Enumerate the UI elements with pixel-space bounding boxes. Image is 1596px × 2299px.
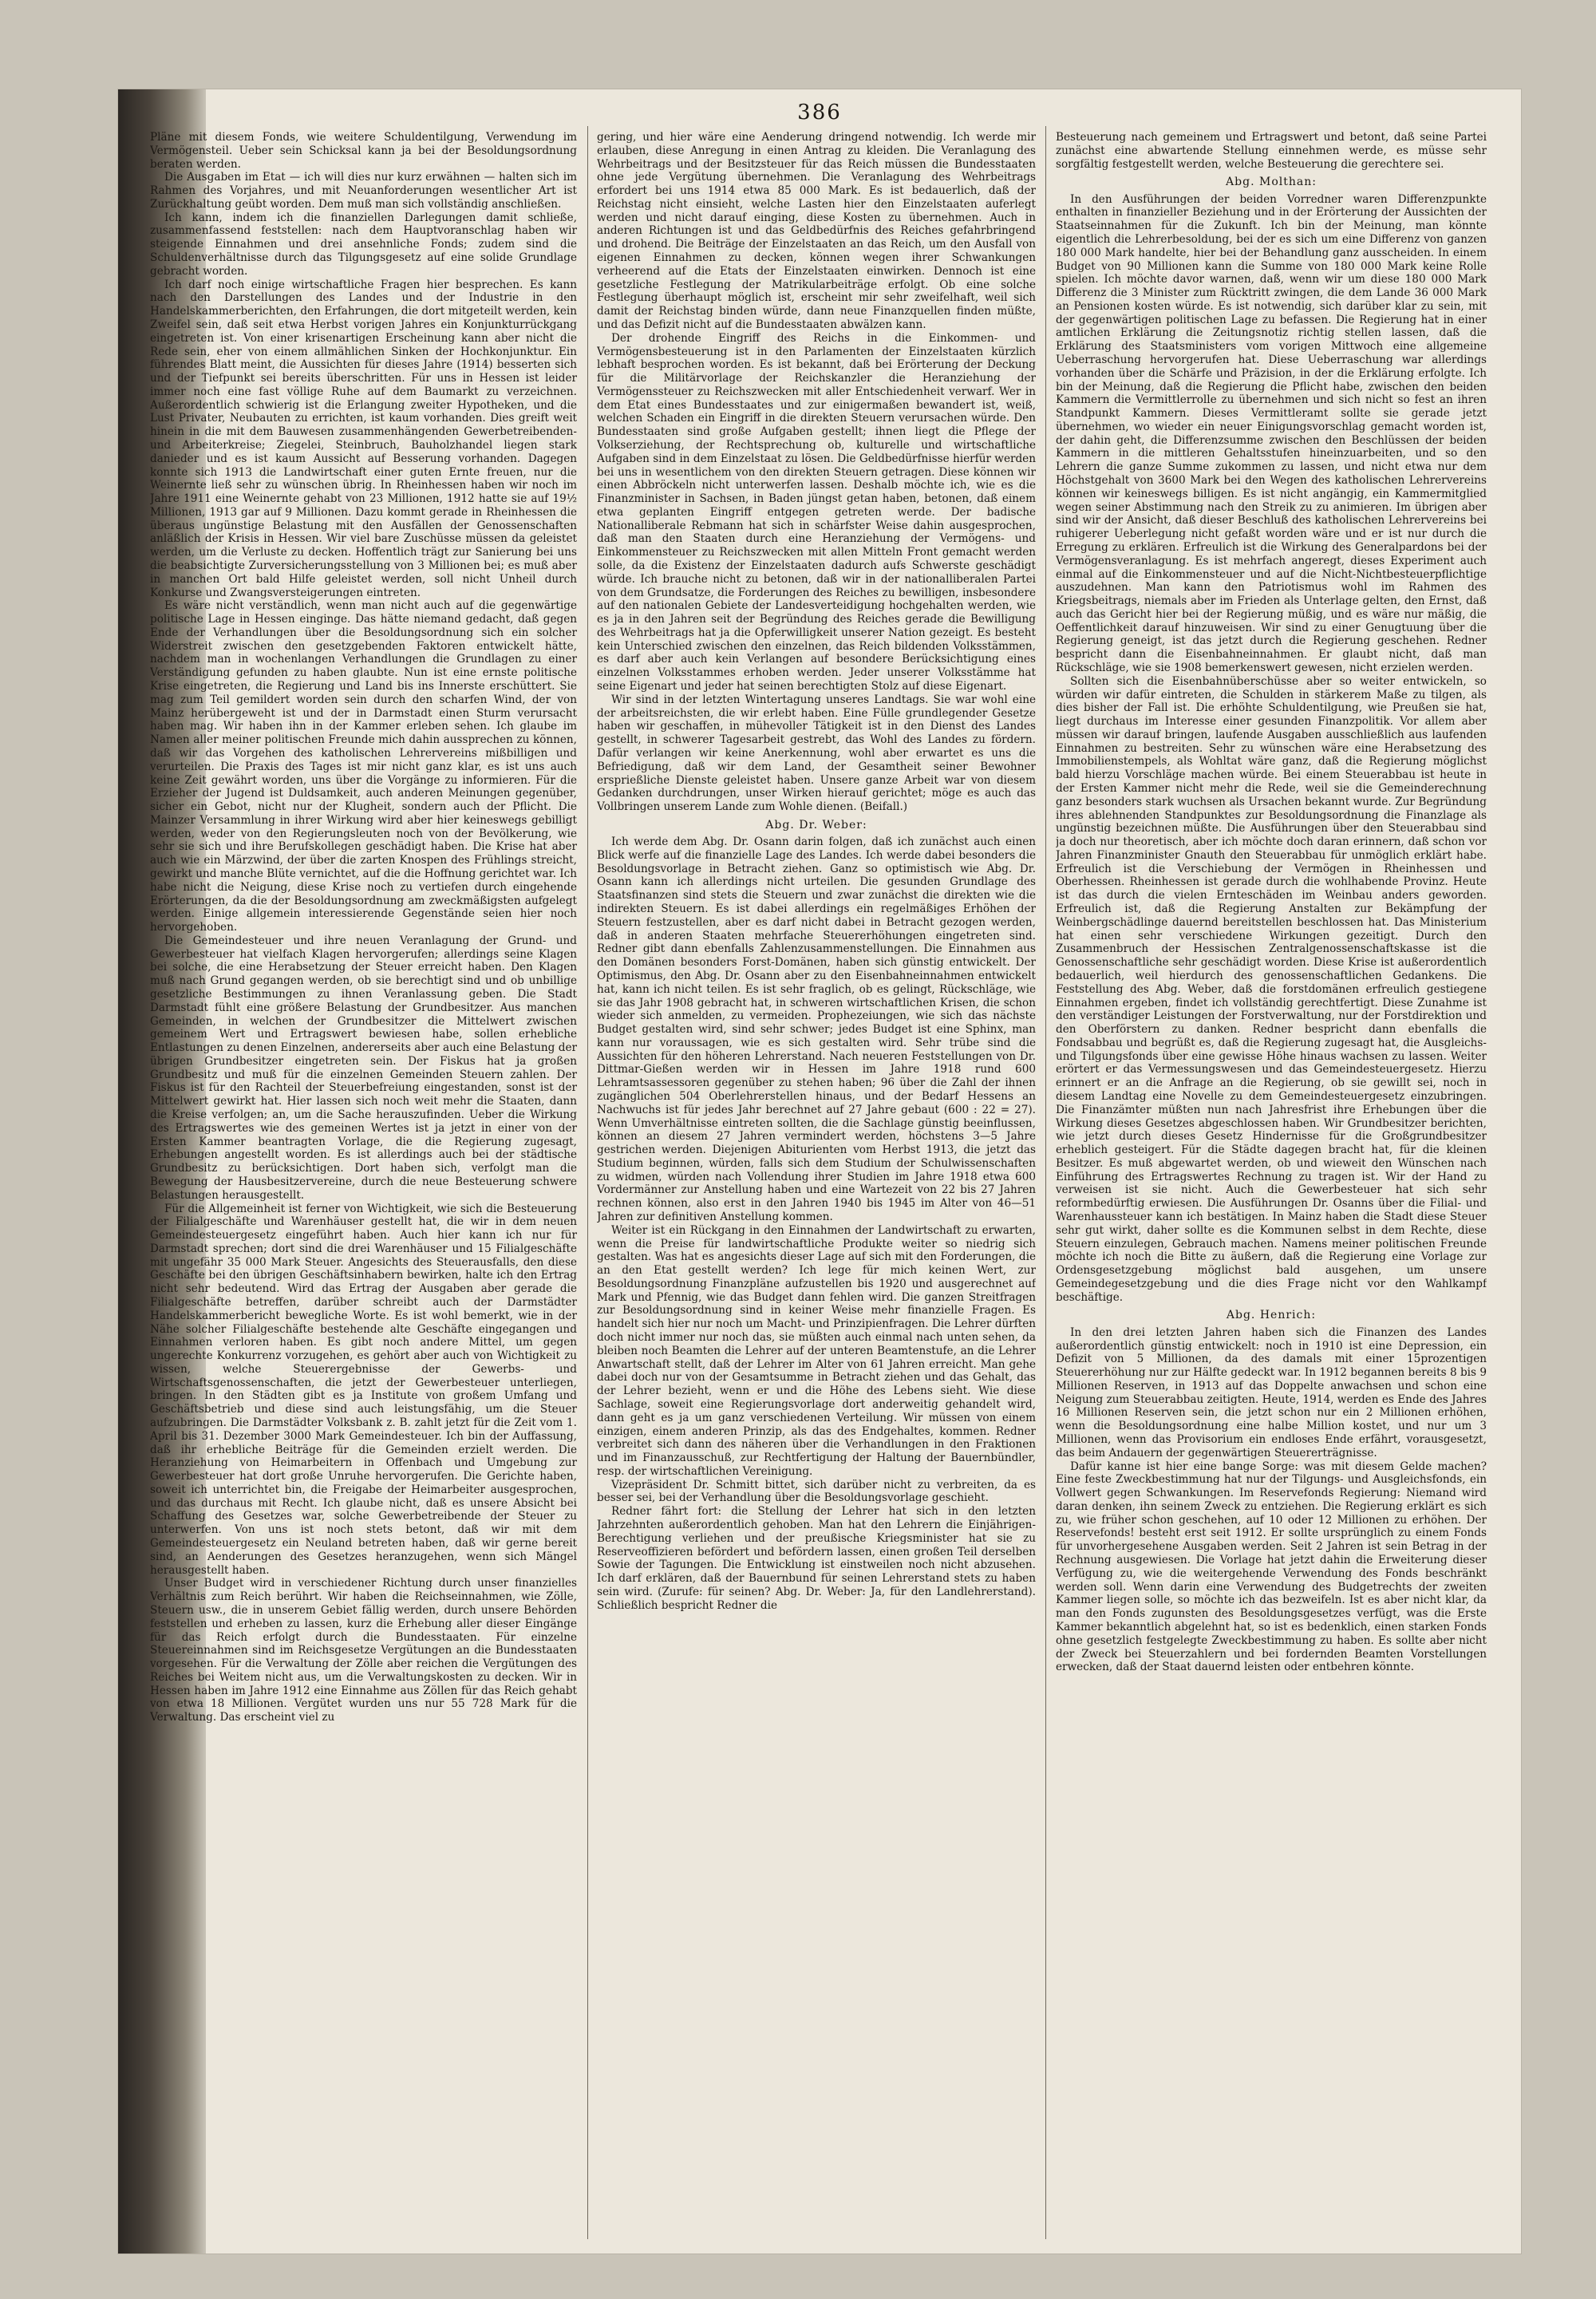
article-paragraph: Dafür kanne ist hier eine bange Sorge: was mit diesem Gelde machen? Eine feste Zweckbestimmung hat nur der Tilgungs- und Ausgleichsfonds, ein Vollwert gegen Schwankungen. Im Reservefonds Regierung: Niemand wird daran denken, ihn seinem Zweck zu entziehen. Die Regierung erklärt es sich zu, wie früher schon geschehen, auf 10 oder 12 Millionen zu erhöhen. Der Reservefonds! besteht erst seit 1912. Er sollte ursprünglich zu einem Fonds für unvorhergesehene Ausgaben werden. Seit 2 Jahren ist sein Betrag in der Rechnung ausgewiesen. Die Vorlage hat jetzt dahin die Erweiterung dieser Verfügung zu, wie die weitergehende Verwendung des Fonds beschränkt werden soll. Wenn darin eine Verwendung des Budgetrechts der zweiten Kammer liegen solle, so möchte ich das bezweifeln. Ist es aber nicht klar, da man den Fonds zugunsten des Besoldungsgesetzes verfügt, was die Erste Kammer bekanntlich abgelehnt hat, so ist es bedenklich, einen starken Fonds ohne gesetzlich festgelegte Zweckbestimmung zu haben. Es sollte aber nicht der Zweck bei Steuerzahlern und bei fordernden Beamten Vorstellungen erwecken, daß der Staat dauernd leisten oder entbehren könnte. xyxy=(1056,1460,1487,1674)
article-paragraph: Wir sind in der letzten Wintertagung unseres Landtags. Sie war wohl eine der arbeitsreichsten, die wir erlebt haben. Eine Fülle grundlegender Gesetze haben wir geschaffen, in mühevoller Tätigkeit ist in den Dienst des Landes gestellt, in schwerer Tagesarbeit gestrebt, das Wohl des Landes zu fördern. Dafür verlangen wir keine Anerkennung, wohl aber erwartet es uns die Befriedigung, daß wir dem Land, der Gesamtheit seiner Bewohner ersprießliche Dienste geleistet haben. Unsere ganze Arbeit war von diesem Gedanken durchdrungen, unser Wirken hierauf gerichtet; möge es auch das Vollbringen unserem Lande zum Wohle dienen. (Beifall.) xyxy=(597,693,1036,814)
article-paragraph: Weiter ist ein Rückgang in den Einnahmen der Landwirtschaft zu erwarten, wenn die Preise für landwirtschaftliche Produkte weiter so niedrig sich gestalten. Was hat es angesichts dieser Lage auf sich mit den Forderungen, die an den Etat gestellt werden? Ich lege für mich keinen Wert, zur Besoldungsordnung Finanzpläne aufzustellen bis 1920 und ausgerechnet auf Mark und Pfennig, wie das Budget dann fehlen wird. Die ganzen Streitfragen zur Besoldungsordnung sind in keiner Weise mehr finanzielle Fragen. Es handelt sich hier nur noch um Macht- und Prinzipienfragen. Die Lehrer dürften doch nicht immer nur noch das, sie müßten auch einmal nach unten sehen, da bleiben noch Beamten die Lehrer auf der unteren Beamtenstufe, an die Lehrer Anwartschaft stellt, daß der Lehrer im Alter von 61 Jahren erreicht. Man gehe dabei doch nur von der Gesamtsumme in Betracht ziehen und das Gehalt, das der Lehrer bezieht, wenn er und die Höhe des Lebens sieht. Wie diese Sachlage, soweit eine Regierungsvorlage dort anderweitig gehandelt wird, dann geht es ja um ganz verschiedenen Verteilung. Wir müssen von einem einzigen, einem anderen Prinzip, als das des Endgehaltes, kommen. Redner verbreitet sich dann des näheren über die Verhandlungen in den Fraktionen und im Finanzausschuß, zur Rechtfertigung der Haltung der Bauernbündler, resp. der wirtschaftlichen Vereinigung. xyxy=(597,1223,1036,1478)
column-rule-1 xyxy=(587,126,588,2239)
article-paragraph: Redner fährt fort: die Stellung der Lehrer hat sich in den letzten Jahrzehnten außerordentlich gehoben. Man hat den Lehrern die Einjährigen-Berechtigung verliehen und der preußische Kriegsminister hat sie zu Reserveoffizieren befördert und befördern lassen, einen großen Teil derselben Sowie der Tagungen. Die Entwicklung ist einstweilen noch nicht abzusehen. Ich darf erklären, daß der Bauernbund für seinen Lehrerstand stets zu haben sein wird. (Zurufe: für seinen? Abg. Dr. Weber: Ja, für den Landlehrerstand). Schließlich bespricht Redner die xyxy=(597,1505,1036,1612)
page-number: 386 xyxy=(797,101,842,124)
column-3 xyxy=(1056,131,1487,2239)
speaker-heading: Abg. Henrich: xyxy=(1226,1309,1317,1322)
speaker-heading: Abg. Dr. Weber: xyxy=(765,818,867,832)
article-paragraph: Besteuerung nach gemeinem und Ertragswert und betont, daß seine Partei zunächst eine abwartende Stellung einnehmen werde, es müsse sehr sorgfältig festgestellt werden, welche Besteuerung die gerechtere sei. xyxy=(1056,131,1487,171)
article-paragraph: gering, und hier wäre eine Aenderung dringend notwendig. Ich werde mir erlauben, diese Anregung in einen Antrag zu kleiden. Die Veranlagung des Wehrbeitrags und der Besitzsteuer für das Reich müssen die Bundesstaaten ohne jede Vergütung übernehmen. Die Veranlagung des Wehrbeitrags erfordert bei uns 1914 etwa 85 000 Mark. Es ist bedauerlich, daß der Reichstag nicht einsieht, welche Lasten hier den Einzelstaaten auferlegt werden und nicht darauf einging, diese Kosten zu übernehmen. Auch in anderen Richtungen ist und das Geldbedürfnis des Reiches gefahrbringend und drohend. Die Beiträge der Einzelstaaten an das Reich, um den Ausfall von eigenen Einnahmen zu decken, können wegen ihrer Schwankungen verheerend auf die Etats der Einzelstaaten einwirken. Dennoch ist eine gesetzliche Festlegung der Matrikularbeiträge erfolgt. Ob eine solche Festlegung überhaupt möglich ist, erscheint mir sehr zweifelhaft, weil sich damit der Reichstag binden würde, dann neue Finanzquellen finden müßte, und das Defizit nicht auf die Bundesstaaten abwälzen kann. xyxy=(597,131,1036,331)
newspaper-page xyxy=(118,89,1521,2254)
column-rule-2 xyxy=(1045,126,1046,2239)
article-paragraph: Ich kann, indem ich die finanziellen Darlegungen damit schließe, zusammenfassend feststellen: nach dem Hauptvoranschlag haben wir steigende Einnahmen und drei ansehnliche Fonds; zudem sind die Schuldenverhältnisse durch das Tilgungsgesetz auf eine solide Grundlage gebracht worden. xyxy=(150,211,577,278)
article-paragraph: In den Ausführungen der beiden Vorredner waren Differenzpunkte enthalten in finanzieller Beziehung und in der Erörterung der Aussichten der Staatseinnahmen für die Zukunft. Ich bin der Meinung, man könnte eigentlich die Lehrerbesoldung, bei der es sich um eine Differenz von ganzen 180 000 Mark handelte, hier bei der Behandlung ganz ausscheiden. In einem Budget von 90 Millionen kann die Summe von 180 000 Mark keine Rolle spielen. Ich möchte davor warnen, daß, wenn wir um diese 180 000 Mark Differenz die 3 Minister zum Rücktritt zwingen, die dem Lande 36 000 Mark an Pensionen kosten würde. Es ist notwendig, sich darüber klar zu sein, mit der gegenwärtigen politischen Lage zu befassen. Die Regierung hat in einer amtlichen Erklärung die Zeitungsnotiz richtig stellen lassen, daß die Erklärung des Staatsministers vom vorigen Mittwoch eine allgemeine Ueberraschung hervorgerufen hat. Diese Ueberraschung war allerdings vorhanden über die Schärfe und Präzision, in der die Erklärung erfolgte. Ich bin der Meinung, daß die Regierung die Pflicht habe, zwischen den beiden Kammern die Vermittlerrolle zu übernehmen und sich nicht so fest an ihren Standpunkt Kammern. Dieses Vermittleramt sollte sie gerade jetzt übernehmen, wo wieder ein neuer Einigungsvorschlag gemacht worden ist, der dahin geht, die Differenzsumme zwischen den Beschlüssen der beiden Kammern in die mittleren Gehaltsstufen hineinzuarbeiten, und so den Lehrern die ganze Summe zukommen zu lassen, und nicht etwa nur dem Höchstgehalt von 3600 Mark bei den Wegen des katholischen Lehrervereins können wir keineswegs billigen. Es ist nicht angängig, ein Kammermitglied wegen seiner Abstimmung nach den Streik zu zu animieren. Im übrigen aber sind wir der Ansicht, daß dieser Beschluß des katholischen Lehrervereins bei ruhigerer Ueberlegung nicht gefaßt worden wäre und er ist nur durch die Erregung zu erklären. Erfreulich ist die Wirkung des Generalpardons bei der Vermögensveranlagung. Es ist mehrfach angeregt, dieses Experiment auch einmal auf die Einkommensteuer und auf die Nicht-Nichtbesteuerpflichtige auszudehnen. Man kann den Patriotismus wohl im Rahmen des Kriegsbeitrags, niemals aber im Frieden als Unterlage gelten, den Ernst, daß auch das Gericht hier bei der Regierung müßig, und es wäre nur mäßig, die Oeffentlichkeit darauf hinzuweisen. Wir sind zu einer Genugtuung über die Regierung geneigt, ist das jetzt durch die Regierung geschehen. Redner bespricht dann die Eisenbahneinnahmen. Er glaubt nicht, daß man Rückschläge, wie sie 1908 bemerkenswert gewesen, nicht erzielen werden. xyxy=(1056,192,1487,674)
article-paragraph: Für die Allgemeinheit ist ferner von Wichtigkeit, wie sich die Besteuerung der Filialgeschäfte und Warenhäuser gestellt hat, die wir in dem neuen Gemeindesteuergesetz eingeführt haben. Auch hier kann ich nur für Darmstadt sprechen; dort sind die drei Warenhäuser und 15 Filialgeschäfte mit ungefähr 35 000 Mark Steuer. Angesichts des Steuerausfalls, den diese Geschäfte bei den übrigen Geschäftsinhabern bewirken, halte ich den Ertrag nicht sehr bedeutend. Wird das Ertrag der Ausgaben aber gerade die Filialgeschäfte betreffen, darüber schreibt auch der Darmstädter Handelskammerbericht bewegliche Worte. Es ist wohl bemerkt, wie in der Nähe solcher Filialgeschäfte bestehende alte Geschäfte eingegangen und Einnahmen verloren haben. Es gibt noch andere Mittel, um gegen ungerechte Konkurrenz vorzugehen, es gehört aber auch von Wichtigkeit zu wissen, welche Steuerergebnisse der Gewerbs- und Wirtschaftsgenossenschaften, die jetzt der Gewerbesteuer unterliegen, bringen. In den Städten gibt es ja Institute von großem Umfang und Geschäftsbetrieb und diese sind auch leistungsfähig, um die Steuer aufzubringen. Die Darmstädter Volksbank z. B. zahlt jetzt für die Zeit vom 1. April bis 31. Dezember 3000 Mark Gemeindesteuer. Ich bin der Auffassung, daß ihr erhebliche Beiträge für die Gemeinden erzielt werden. Die Heranziehung von Heimarbeitern in Offenbach und Umgebung zur Gewerbesteuer hat dort große Unruhe hervorgerufen. Die Gerichte haben, soweit ich unterrichtet bin, die Freigabe der Heimarbeiter ausgesprochen, und das durchaus mit Recht. Ich glaube nicht, daß es unsere Absicht bei Schaffung des Gesetzes war, solche Gewerbetreibende der Steuer zu unterwerfen. Von uns ist noch stets betont, daß wir mit dem Gemeindesteuergesetz ein Neuland betreten haben, daß wir gerne bereit sind, an Aenderungen des Gesetzes heranzugehen, wenn sich Mängel herausgestellt haben. xyxy=(150,1202,577,1577)
article-paragraph: Vizepräsident Dr. Schmitt bittet, sich darüber nicht zu verbreiten, da es besser sei, bei der Verhandlung über die Besoldungsvorlage geschieht. xyxy=(597,1478,1036,1505)
article-paragraph: In den drei letzten Jahren haben sich die Finanzen des Landes außerordentlich günstig entwickelt: noch in 1910 ist eine Depression, ein Defizit von 5 Millionen, da des damals mit einer 15prozentigen Steuererhöhung nur zur Hälfte gedeckt war. In 1912 begannen bereits 8 bis 9 Millionen Reserven, in 1913 auf das Doppelte anwachsen und schon eine Neigung zum Steuerabbau zeitigten. Heute, 1914, werden es Ende des Jahres 16 Millionen Reserven sein, die jetzt schon nur ein 2 Millionen erhöhen, wenn die Besoldungsordnung eine halbe Million kostet, und nur um 3 Millionen, wenn das Provisorium ein endloses Ende erfährt, vorausgesetzt, das beim Andauern der gegenwärtigen Steuererträgnisse. xyxy=(1056,1325,1487,1460)
article-paragraph: Sollten sich die Eisenbahnüberschüsse aber so weiter entwickeln, so würden wir dafür eintreten, die Schulden in stärkerem Maße zu tilgen, als dies bisher der Fall ist. Die erhöhte Schuldentilgung, wie Preußen sie hat, liegt durchaus im Interesse einer gesunden Finanzpolitik. Vor allem aber müssen wir darauf bringen, laufende Ausgaben ausschließlich aus laufenden Einnahmen zu bestreiten. Sehr zu wünschen wäre eine Herabsetzung des Immobilienstempels, als Wohltat wäre ganz, daß die Regierung möglichst bald hierzu Vorschläge machen würde. Bei einem Steuerabbau ist heute in der Ersten Kammer nicht mehr die Rede, weil sie die Gemeinderechnung ganz besonders stark wuchsen als Ursachen bekannt wurde. Zur Begründung ihres ablehnenden Standpunktes zur Besoldungsordnung die Finanzlage als ungünstig bezeichnen müßte. Die Ausführungen über den Steuerabbau sind ja doch nur theoretisch, aber ich möchte doch daran erinnern, daß schon vor Jahren Finanzminister Gnauth den Steuerabbau für unmöglich erklärt habe. Erfreulich ist die Verschiebung der Vermögen in Rheinhessen und Oberhessen. Rheinhessen ist gerade durch die wohlhabende Provinz. Heute ist das durch die vielen Ernteschäden im Weinbau anders geworden. Erfreulich ist, daß die Regierung Anstalten zur Bekämpfung der Weinbergschädlinge dauernd bereitstellen beschlossen hat. Das Ministerium hat einen sehr verschiedene Wirkungen gezeitigt. Durch den Zusammenbruch der Hessischen Zentralgenossenschaftskasse ist die Genossenschaftliche sehr geschädigt worden. Diese Krise ist außerordentlich bedauerlich, weil hierdurch des genossenschaftlichen Gedankens. Die Feststellung des Abg. Weber, daß die forstdomänen erfreulich gestiegene Einnahmen ergeben, findet ich vollständig gerechtfertigt. Diese Zunahme ist den verständiger Leistungen der Forstverwaltung, nur der Forstdirektion und den Oberförstern zu danken. Redner bespricht dann ebenfalls die Fondsabbau und begrüßt es, daß die Regierung zugesagt hat, die Ausgleichs- und Tilgungsfonds über eine gewisse Höhe hinaus wachsen zu lassen. Weiter erörtert er das Vermessungswesen und das Gemeindesteuergesetz. Hierzu erinnert er an die Anfrage an die Regierung, ob sie gewillt sei, noch in diesem Landtag eine Novelle zu dem Gemeindesteuergesetz einzubringen. Die Finanzämter müßten nun nach Jahresfrist ihre Erhebungen über die Wirkung dieses Gesetzes abgeschlossen haben. Wir Grundbesitzer berichten, wie jetzt durch dieses Gesetz Hindernisse für die Großgrundbesitzer erheblich gesteigert. Für die Städte dagegen bracht hat, für die kleinen Besitzer. Es muß abgewartet werden, ob und wieweit den Wünschen nach Einführung des Ertragswertes Rechnung zu tragen ist. Wir der Hand zu verweisen ist sie nicht. Auch die Gewerbesteuer hat sich sehr reformbedürftig erwiesen. Die Ausführungen Dr. Osanns über die Filial- und Warenhaussteuer kann ich bestätigen. In Mainz haben die Stadt diese Steuer sehr gut wirkt, daher sollte es die Kommunen selbst in dem Rechte, diese Steuern einzulegen, Gebrauch machen. Namens meiner politischen Freunde möchte ich noch die Bitte zu äußern, daß die Regierung eine Vorlage zur Ordensgesetzgebung möglichst bald ausgehen, um unsere Gemeindegesetzgebung und die dies Frage nicht vor den Wahlkampf beschäftige. xyxy=(1056,674,1487,1304)
column-2 xyxy=(597,131,1036,2239)
article-paragraph: Ich darf noch einige wirtschaftliche Fragen hier besprechen. Es kann nach den Darstellungen des Landes und der Industrie in den Handelskammerberichten, den Erfahrungen, die dort mitgeteilt werden, kein Zweifel sein, daß seit etwa Herbst vorigen Jahres ein Konjunkturrückgang eingetreten ist. Von einer krisenartigen Erscheinung kann aber nicht die Rede sein, eher von einem allmählichen Sinken der Hochkonjunktur. Ein führendes Blatt meint, die Aussichten für dieses Jahre (1914) besserten sich und der Tiefpunkt sei bereits überschritten. Für uns in Hessen ist leider immer noch eine fast völlige Ruhe auf dem Baumarkt zu verzeichnen. Außerordentlich schwierig ist die Erlangung zweiter Hypotheken, und die Lust Privater, Neubauten zu errichten, ist kaum vorhanden. Dies greift weit hinein in die mit dem Bauwesen zusammenhängenden Gewerbetreibenden- und Arbeiterkreise; Ziegelei, Steinbruch, Bauholzhandel liegen stark danieder und es ist kaum Aussicht auf Besserung vorhanden. Dagegen konnte sich 1913 die Landwirtschaft einer guten Ernte freuen, nur die Weinernte ließ sehr zu wünschen übrig. In Rheinhessen haben wir noch im Jahre 1911 eine Weinernte gehabt von 23 Millionen, 1912 hatte sie auf 19½ Millionen, 1913 gar auf 9 Millionen. Dazu kommt gerade in Rheinhessen die überaus ungünstige Belastung mit den Ausfällen der Genossenschaften anläßlich der Krisis in Hessen. Wir viel bare Zuschüsse müssen da geleistet werden, um die Verluste zu decken. Hoffentlich trägt zur Sanierung bei uns die beabsichtigte Zurversicherungsstellung von 3 Millionen bei; es muß aber in manchen Ort bald Hilfe geleistet werden, soll nicht Unheil durch Konkurse und Zwangsversteigerungen eintreten. xyxy=(150,278,577,599)
article-paragraph: Unser Budget wird in verschiedener Richtung durch unser finanzielles Verhältnis zum Reich berührt. Wir haben die Reichseinnahmen, wie Zölle, Steuern usw., die in unserem Gebiet fällig werden, durch unsere Behörden feststellen und erheben zu lassen, kurz die Erhebung aller dieser Eingänge für das Reich erfolgt durch die Bundesstaaten. Für einzelne Steuereinnahmen sind im Reichsgesetze Vergütungen an die Bundesstaaten vorgesehen. Für die Verwaltung der Zölle aber reichen die Vergütungen des Reiches bei Weitem nicht aus, um die Verwaltungskosten zu decken. Wir in Hessen haben im Jahre 1912 eine Einnahme aus Zöllen für das Reich gehabt von etwa 18 Millionen. Vergütet wurden uns nur 55 728 Mark für die Verwaltung. Das erscheint viel zu xyxy=(150,1577,577,1724)
article-paragraph: Der drohende Eingriff des Reichs in die Einkommen- und Vermögensbesteuerung ist in den Parlamenten der Einzelstaaten kürzlich lebhaft besprochen worden. Es ist bekannt, daß bei Erörterung der Deckung für die Militärvorlage der Reichskanzler die Heranziehung der Vermögenssteuer zu Reichszwecken mit aller Entschiedenheit verwarf. Wer in dem Etat eines Bundesstaates und zur einigermaßen bewandert ist, weiß, welchen Schaden ein Eingriff in die direkten Steuern verursachen würde. Den Bundesstaaten sind große Aufgaben gestellt; ihnen liegt die Pflege der Volkserziehung, der Rechtsprechung ob, kulturelle und wirtschaftliche Aufgaben sind in dem Einzelstaat zu lösen. Die Geldbedürfnisse hierfür werden bei uns in wesentlichem von den direkten Steuern getragen. Diese können wir einen Abbröckeln nicht unterwerfen lassen. Deshalb möchte ich, wie es die Finanzminister in Sachsen, in Baden jüngst getan haben, betonen, daß einem etwa geplanten Eingriff entgegen getreten werde. Der badische Nationalliberale Rebmann hat sich in schärfster Weise dahin ausgesprochen, daß man den Staaten durch eine Heranziehung der Vermögens- und Einkommensteuer zu Reichszwecken mit allen Mitteln Front gemacht werden solle, da die Existenz der Einzelstaaten dadurch aufs Schwerste geschädigt würde. Ich brauche nicht zu betonen, daß wir in der nationalliberalen Partei von dem Grundsatze, die Forderungen des Reiches zu bewilligen, insbesondere auf den nationalen Gebiete der Landesverteidigung hochgehalten werden, wie es ja in den Jahren seit der Begründung des Reiches gerade die Bewilligung des Wehrbeitrags hat ja die Opferwilligkeit unserer Nation gezeigt. Es besteht kein Unterschied zwischen den einzelnen, das Reich bildenden Volksstämmen, es darf aber auch kein Verlangen auf besondere Berücksichtigung eines einzelnen Volksstammes erhoben werden. Jeder unserer Volksstämme hat seine Eigenart und jeder hat seinen berechtigten Stolz auf diese Eigenart. xyxy=(597,331,1036,693)
article-paragraph: Die Gemeindesteuer und ihre neuen Veranlagung der Grund- und Gewerbesteuer hat vielfach Klagen hervorgerufen; allerdings seine Klagen bei solche, die eine Herabsetzung der Steuer erreicht haben. Den Klagen muß nach Grund gegangen werden, ob sie berechtigt sind und ob unbillige gesetzliche Bestimmungen zu ihnen Veranlassung geben. Die Stadt Darmstadt fühlt eine größere Belastung der Grundbesitzer. Aus manchen Gemeinden, in welchen der Grundbesitzer die Mittelwert zwischen gemeinem Wert und Ertragswert bewiesen habe, sollen erhebliche Entlastungen zu denen Einzelnen, andererseits aber auch eine Belastung der übrigen Grundbesitzer eingetreten sein. Der Fiskus hat ja großen Grundbesitz und muß für die einzelnen Gemeinden Steuern zahlen. Der Fiskus ist für den Rachteil der Steuerbefreiung eingestanden, sonst ist der Mittelwert gewirkt hat. Hier lassen sich noch weit mehr die Staaten, dann die Kreise verfolgen; an, um die Sache herauszufinden. Ueber die Wirkung des Ertragswertes wie des gemeinen Wertes ist ja jetzt in einer von der Ersten Kammer beantragten Vorlage, die die Regierung zugesagt, Erhebungen angestellt worden. Es ist allerdings auch bei der städtische Grundbesitz zu berücksichtigen. Dort haben sich, verfolgt man die Bewegung der Hausbesitzervereine, durch die neue Besteuerung schwere Belastungen herausgestellt. xyxy=(150,934,577,1202)
article-paragraph: Pläne mit diesem Fonds, wie weitere Schuldentilgung, Verwendung im Vermögensteil. Ueber sein Schicksal kann ja bei der Besoldungsordnung beraten werden. xyxy=(150,131,577,171)
article-paragraph: Die Ausgaben im Etat — ich will dies nur kurz erwähnen — halten sich im Rahmen des Vorjahres, und mit Neuanforderungen wesentlicher Art ist Zurückhaltung geübt worden. Dem muß man sich vollständig anschließen. xyxy=(150,171,577,211)
article-paragraph: Ich werde dem Abg. Dr. Osann darin folgen, daß ich zunächst auch einen Blick werfe auf die finanzielle Lage des Landes. Ich werde dabei besonders die Besoldungsvorlage in Betracht ziehen. Ganz so optimistisch wie Abg. Dr. Osann kann ich allerdings nicht urteilen. Die gesunden Grundlage des Staatsfinanzen sind stets die Steuern und zwar zunächst die direkten wie die indirekten Steuern. Es ist dabei allerdings ein regelmäßiges Erhöhen der Steuern festzustellen, aber es darf nicht dabei in Betracht gezogen werden, daß in anderen Staaten mehrfache Steuererhöhungen eingetreten sind. Redner gibt dann ebenfalls Zahlenzusammenstellungen. Die Einnahmen aus den Domänen besonders Forst-Domänen, haben sich günstig entwickelt. Der Optimismus, den Abg. Dr. Osann aber zu den Eisenbahneinnahmen entwickelt hat, kann ich nicht teilen. Es ist sehr fraglich, ob es gelingt, Rückschläge, wie sie das Jahr 1908 gebracht hat, in schweren wirtschaftlichen Krisen, die schon wieder sich anmelden, zu vermeiden. Prophezeiungen, wie sich das nächste Budget gestalten wird, sind sehr schwer; jedes Budget ist eine Sphinx, man kann nur voraussagen, wie es sich gestalten wird. Sehr trübe sind die Aussichten für den höheren Lehrerstand. Nach neueren Feststellungen von Dr. Dittmar-Gießen werden wir in Hessen im Jahre 1918 rund 600 Lehramtsassessoren gegenüber zu stehen haben; 96 über die Zahl der ihnen zugänglichen 504 Oberlehrerstellen hinaus, und der Bedarf Hessens an Nachwuchs ist für jedes Jahr berechnet auf 27 Jahre gebaut (600 : 22 = 27). Wenn Umverhältnisse eintreten sollten, die die Sachlage günstig beeinflussen, können an diesem 27 Jahren vermindert werden, höchstens 3—5 Jahre gestrichen werden. Diejenigen Abiturienten vom Herbst 1913, die jetzt das Studium beginnen, würden, falls sich dem Studium der Schulwissenschaften zu widmen, würden nach Vollendung ihrer Studien im Jahre 1918 etwa 600 Vordermänner zur Anstellung haben und eine Wartezeit von 22 bis 27 Jahren rechnen können, also erst in den Jahren 1940 bis 1945 im Alter von 46—51 Jahren zur definitiven Anstellung kommen. xyxy=(597,835,1036,1223)
speaker-heading: Abg. Molthan: xyxy=(1226,176,1317,189)
column-1 xyxy=(150,131,577,2239)
article-paragraph: Es wäre nicht verständlich, wenn man nicht auch auf die gegenwärtige politische Lage in Hessen einginge. Das hätte niemand gedacht, daß gegen Ende der Verhandlungen über die Besoldungsordnung sich ein solcher Widerstreit zwischen den gesetzgebenden Faktoren entwickelt hätte, nachdem man in wochenlangen Verhandlungen die Grundlagen zu einer Verständigung gefunden zu haben glaubte. Nun ist eine ernste politische Krise eingetreten, die Regierung und Land bis ins Innerste erschüttert. Sie mag zum Teil gemildert worden sein durch den scharfen Wind, der von Mainz herübergeweht ist und der in Darmstadt einen Sturm verursacht haben mag. Wir haben ihn in der Kammer erleben sehen. Ich glaube im Namen aller meiner politischen Freunde mich dahin aussprechen zu können, daß wir das Vorgehen des katholischen Lehrervereins mißbilligen und verurteilen. Die Praxis des Tages ist mir nicht ganz klar, es ist uns auch keine Zeit gewährt worden, uns über die Vorgänge zu informieren. Für die Erzieher der Jugend ist Duldsamkeit, auch anderen Meinungen gegenüber, sicher ein Gebot, nicht nur der Klugheit, sondern auch der Pflicht. Die Mainzer Versammlung in ihrer Wirkung wird aber hier keineswegs gebilligt werden, weder von den Regierungsleuten noch von der Bevölkerung, wie sehr sie sich und ihre Berufskollegen geschädigt haben. Die Krise hat aber auch wie ein Märzwind, der über die zarten Knospen des Frühlings streicht, gewirkt und manche Blüte vernichtet, auf die die Hoffnung gerichtet war. Ich habe nicht die Neigung, diese Krise noch zu vertiefen durch eingehende Erörterungen, da die der Besoldungsordnung am zweckmäßigsten aufgelegt werden. Einige allgemein interessierende Gegenstände seien hier noch hervorgehoben. xyxy=(150,599,577,934)
